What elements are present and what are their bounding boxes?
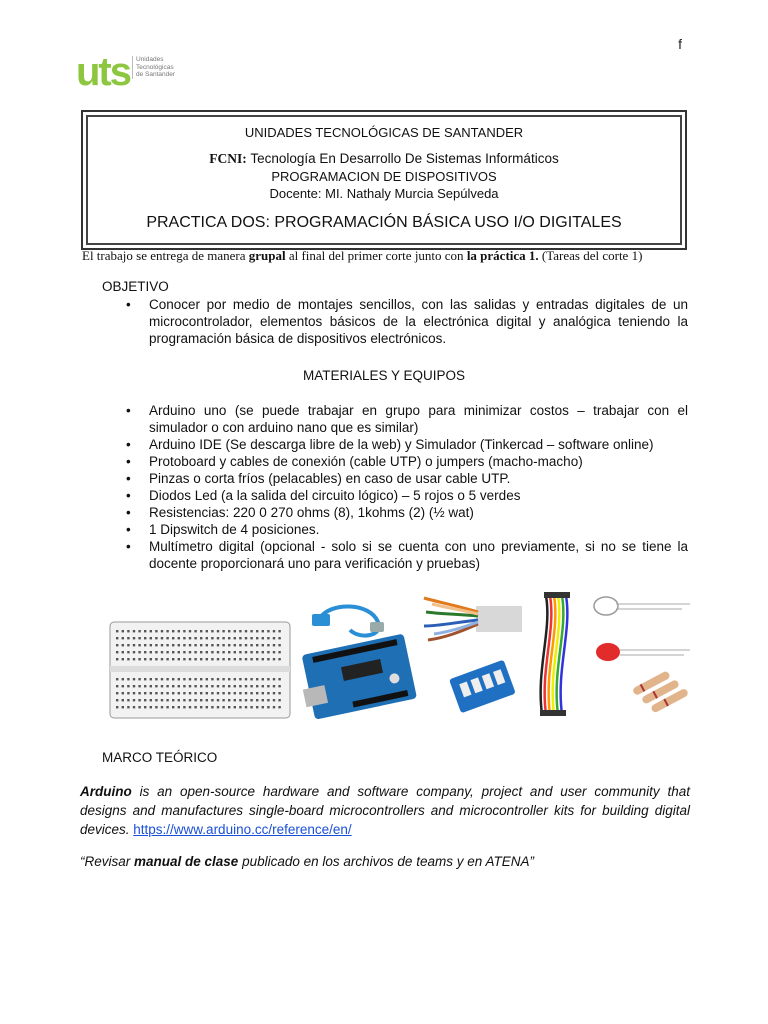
arduino-image xyxy=(300,600,418,722)
paragraph-text: “Revisar xyxy=(80,854,135,869)
paragraph-text: is an open-source hardware and software company, project and user community that designs and manufactures single-board microcontrollers and microcontroller kits for building digital devices. xyxy=(80,784,690,837)
logo-subtitle-line: Tecnológicas xyxy=(136,63,174,71)
program-line xyxy=(88,151,680,167)
program-label: FCNI: xyxy=(209,151,247,166)
paragraph-text: publicado en los archivos de teams y en ATENA” xyxy=(238,854,534,869)
list-item: • Resistencias: 220 0 270 ohms (8), 1kohms (2) (½ wat) xyxy=(122,504,688,521)
arduino-reference-link[interactable]: https://www.arduino.cc/reference/en/ xyxy=(133,822,352,837)
utp-cable-dipswitch-image xyxy=(418,592,522,724)
manual-bold: manual de clase xyxy=(134,854,239,869)
uts-logo xyxy=(76,52,186,98)
list-item: • Arduino IDE (Se descarga libre de la web) y Simulador (Tinkercad – software online) xyxy=(122,436,688,453)
logo-subtitle-line: Unidades xyxy=(136,56,164,63)
objetivo-list xyxy=(122,296,688,347)
page-mark: f xyxy=(678,36,682,52)
list-item: • Protoboard y cables de conexión (cable UTP) o jumpers (macho-macho) xyxy=(122,453,688,470)
materiales-heading: MATERIALES Y EQUIPOS xyxy=(302,368,466,383)
note-text: (Tareas del corte 1) xyxy=(538,248,643,263)
arduino-brand: Arduino xyxy=(80,784,132,799)
list-item: • Multímetro digital (opcional - solo si se cuenta con uno previamente, si no se tiene la docente proporcionará uno para verificación y pruebas) xyxy=(122,538,688,572)
institution-name: UNIDADES TECNOLÓGICAS DE SANTANDER xyxy=(244,125,524,140)
leds-resistors-image xyxy=(592,592,692,722)
logo-subtitle xyxy=(132,56,196,79)
marco-heading: MARCO TEÓRICO xyxy=(102,750,218,765)
note-text: El trabajo se entrega de manera xyxy=(82,248,249,263)
list-item: • 1 Dipswitch de 4 posiciones. xyxy=(122,521,688,538)
arduino-paragraph xyxy=(80,782,690,839)
logo-subtitle-line: de Santander xyxy=(136,71,176,78)
objetivo-heading: OBJETIVO xyxy=(102,279,169,294)
logo-mark: uts xyxy=(76,50,130,94)
materiales-list xyxy=(122,402,688,572)
list-item: • Conocer por medio de montajes sencillos, con las salidas y entradas digitales de un microcontrolador, elementos básicos de la electrónica digital y analógica teniendo la programación básica de dispositivos electrónicos. xyxy=(122,296,688,347)
list-item: • Pinzas o corta fríos (pelacables) en caso de usar cable UTP. xyxy=(122,470,688,487)
note-text: al final del primer corte junto con xyxy=(285,248,467,263)
program-name: Tecnología En Desarrollo De Sistemas Informáticos xyxy=(250,151,559,166)
header-box xyxy=(86,115,682,245)
list-item: • Diodos Led (a la salida del circuito lógico) – 5 rojos o 5 verdes xyxy=(122,487,688,504)
note-bold: grupal xyxy=(248,248,286,263)
jumper-wires-image xyxy=(530,590,582,720)
protoboard-image xyxy=(108,620,292,720)
manual-paragraph xyxy=(80,852,690,871)
practice-title: PRACTICA DOS: PROGRAMACIÓN BÁSICA USO I/O DIGITALES xyxy=(146,214,622,231)
list-item: • Arduino uno (se puede trabajar en grupo para minimizar costos – trabajar con el simulador o con arduino nano que es similar) xyxy=(122,402,688,436)
course-name: PROGRAMACION DE DISPOSITIVOS xyxy=(271,169,497,184)
teacher-name: Docente: MI. Nathaly Murcia Sepúlveda xyxy=(269,186,499,201)
note-bold: la práctica 1. xyxy=(466,248,539,263)
delivery-note xyxy=(82,248,692,264)
